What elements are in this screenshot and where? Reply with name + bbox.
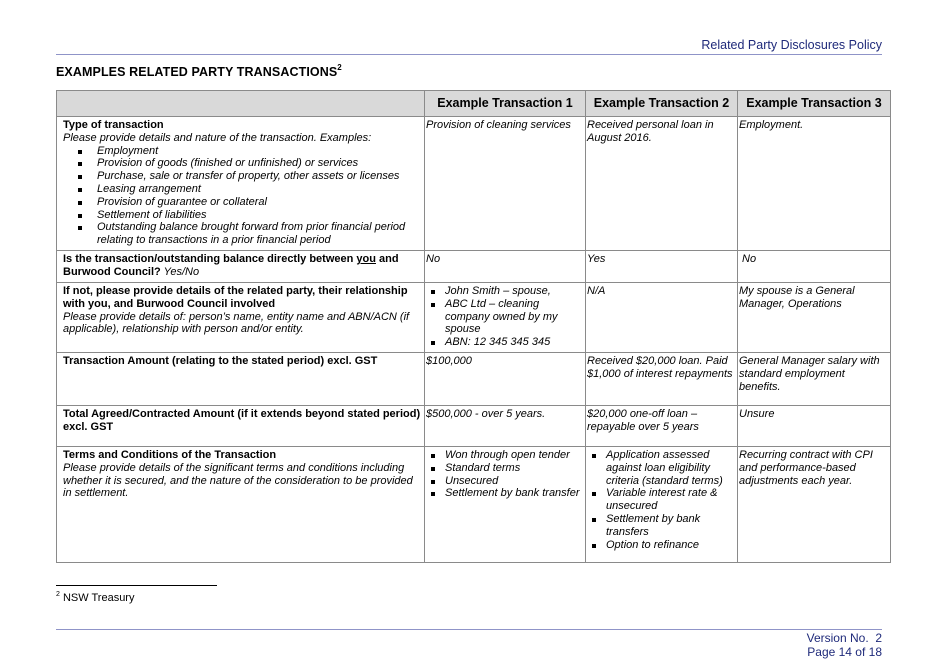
cell-example-2: $20,000 one-off loan – repayable over 5 years [586, 405, 738, 446]
cell-example-1: $500,000 - over 5 years. [425, 405, 586, 446]
list-item: Standard terms [426, 462, 583, 475]
cell-example-2: N/A [586, 282, 738, 352]
cell-example-3: No [738, 250, 891, 282]
cell-example-2: Received $20,000 loan. Paid $1,000 of interest repayments [586, 352, 738, 405]
section-title-text: EXAMPLES RELATED PARTY TRANSACTIONS [56, 65, 338, 79]
cell-example-1: $100,000 [425, 352, 586, 405]
list-item: Unsecured [426, 475, 583, 488]
cell-example-2 [586, 446, 738, 562]
cell-example-3: Employment. [738, 117, 891, 251]
table-row-direct-transaction [57, 250, 891, 282]
list-item: Employment [63, 145, 422, 158]
row-label-title: If not, please provide details of the related party, their relationship with you, and Burwood Council involved [63, 284, 408, 310]
table-row-type-of-transaction [57, 117, 891, 251]
transaction-type-examples-list [63, 145, 422, 247]
list-item: Outstanding balance brought forward from prior financial period relating to transactions in a prior financial period [63, 221, 422, 247]
table-header-row [57, 91, 891, 117]
column-header-example-3: Example Transaction 3 [738, 91, 891, 117]
row-label-instructions: Please provide details of: person’s name, entity name and ABN/ACN (if applicable), relationship with person and/or entity. [63, 310, 410, 336]
column-header-example-2: Example Transaction 2 [586, 91, 738, 117]
row-label-title: Total Agreed/Contracted Amount (if it extends beyond stated period) excl. GST [63, 407, 421, 433]
list-item: Purchase, sale or transfer of property, other assets or licenses [63, 170, 422, 183]
footnote-reference: 2 [337, 63, 342, 72]
version-number: Version No. 2 [806, 631, 882, 645]
footer-divider [56, 629, 882, 630]
cell-example-3: My spouse is a General Manager, Operations [738, 282, 891, 352]
table-row-related-party-details [57, 282, 891, 352]
cell-example-1: No [425, 250, 586, 282]
list-item: Settlement by bank transfer [426, 487, 583, 500]
document-header-title: Related Party Disclosures Policy [701, 38, 882, 52]
list-item: Application assessed against loan eligibility criteria (standard terms) [587, 449, 735, 487]
footnote-divider [56, 585, 217, 586]
cell-example-1 [425, 446, 586, 562]
footnote [56, 592, 134, 604]
column-header-example-1: Example Transaction 1 [425, 91, 586, 117]
list-item: Option to refinance [587, 539, 735, 552]
row-label [57, 117, 425, 251]
cell-example-2: Yes [586, 250, 738, 282]
section-title [56, 65, 342, 79]
footnote-number: 2 [56, 591, 60, 598]
cell-example-3: General Manager salary with standard employment benefits. [738, 352, 891, 405]
row-label-title-part-1: Is the transaction/outstanding balance directly between [63, 252, 357, 265]
cell-example-1 [425, 282, 586, 352]
list-item: Won through open tender [426, 449, 583, 462]
column-header-blank [57, 91, 425, 117]
header-divider [56, 54, 882, 55]
cell-example-2: Received personal loan in August 2016. [586, 117, 738, 251]
table-row-transaction-amount [57, 352, 891, 405]
row-label-options: Yes/No [160, 265, 200, 278]
row-label [57, 282, 425, 352]
row-label-title: Terms and Conditions of the Transaction [63, 448, 277, 461]
cell-example-3: Unsure [738, 405, 891, 446]
row-label-title: Type of transaction [63, 119, 164, 131]
list-item: Variable interest rate & unsecured [587, 487, 735, 513]
page-number: Page 14 of 18 [807, 644, 882, 659]
related-party-list [426, 285, 583, 349]
list-item: ABC Ltd – cleaning company owned by my spouse [426, 298, 583, 336]
row-label-title: Transaction Amount (relating to the stated period) excl. GST [63, 354, 378, 367]
list-item: Provision of guarantee or collateral [63, 196, 422, 209]
row-label-title-part-2: and Burwood Council? [63, 252, 399, 278]
table-row-terms-and-conditions [57, 446, 891, 562]
row-label-title-underlined: you [356, 252, 376, 265]
row-label-instructions: Please provide details and nature of the transaction. Examples: [63, 131, 372, 144]
list-item: ABN: 12 345 345 345 [426, 336, 583, 349]
terms-list [587, 449, 735, 551]
row-label [57, 250, 425, 282]
row-label [57, 446, 425, 562]
table-row-total-agreed-amount [57, 405, 891, 446]
footnote-text: NSW Treasury [59, 592, 135, 604]
row-label [57, 405, 425, 446]
list-item: John Smith – spouse, [426, 285, 583, 298]
row-label-instructions: Please provide details of the significant terms and conditions including whether it is secured, and the nature of the consideration to be provided in settlement. [63, 461, 413, 500]
row-label [57, 352, 425, 405]
related-party-transactions-table [56, 90, 891, 563]
cell-example-1: Provision of cleaning services [425, 117, 586, 251]
list-item: Settlement by bank transfers [587, 513, 735, 539]
list-item: Settlement of liabilities [63, 209, 422, 222]
list-item: Provision of goods (finished or unfinished) or services [63, 157, 422, 170]
page-footer [807, 632, 882, 659]
list-item: Leasing arrangement [63, 183, 422, 196]
cell-example-3: Recurring contract with CPI and performance-based adjustments each year. [738, 446, 891, 562]
terms-list [426, 449, 583, 500]
